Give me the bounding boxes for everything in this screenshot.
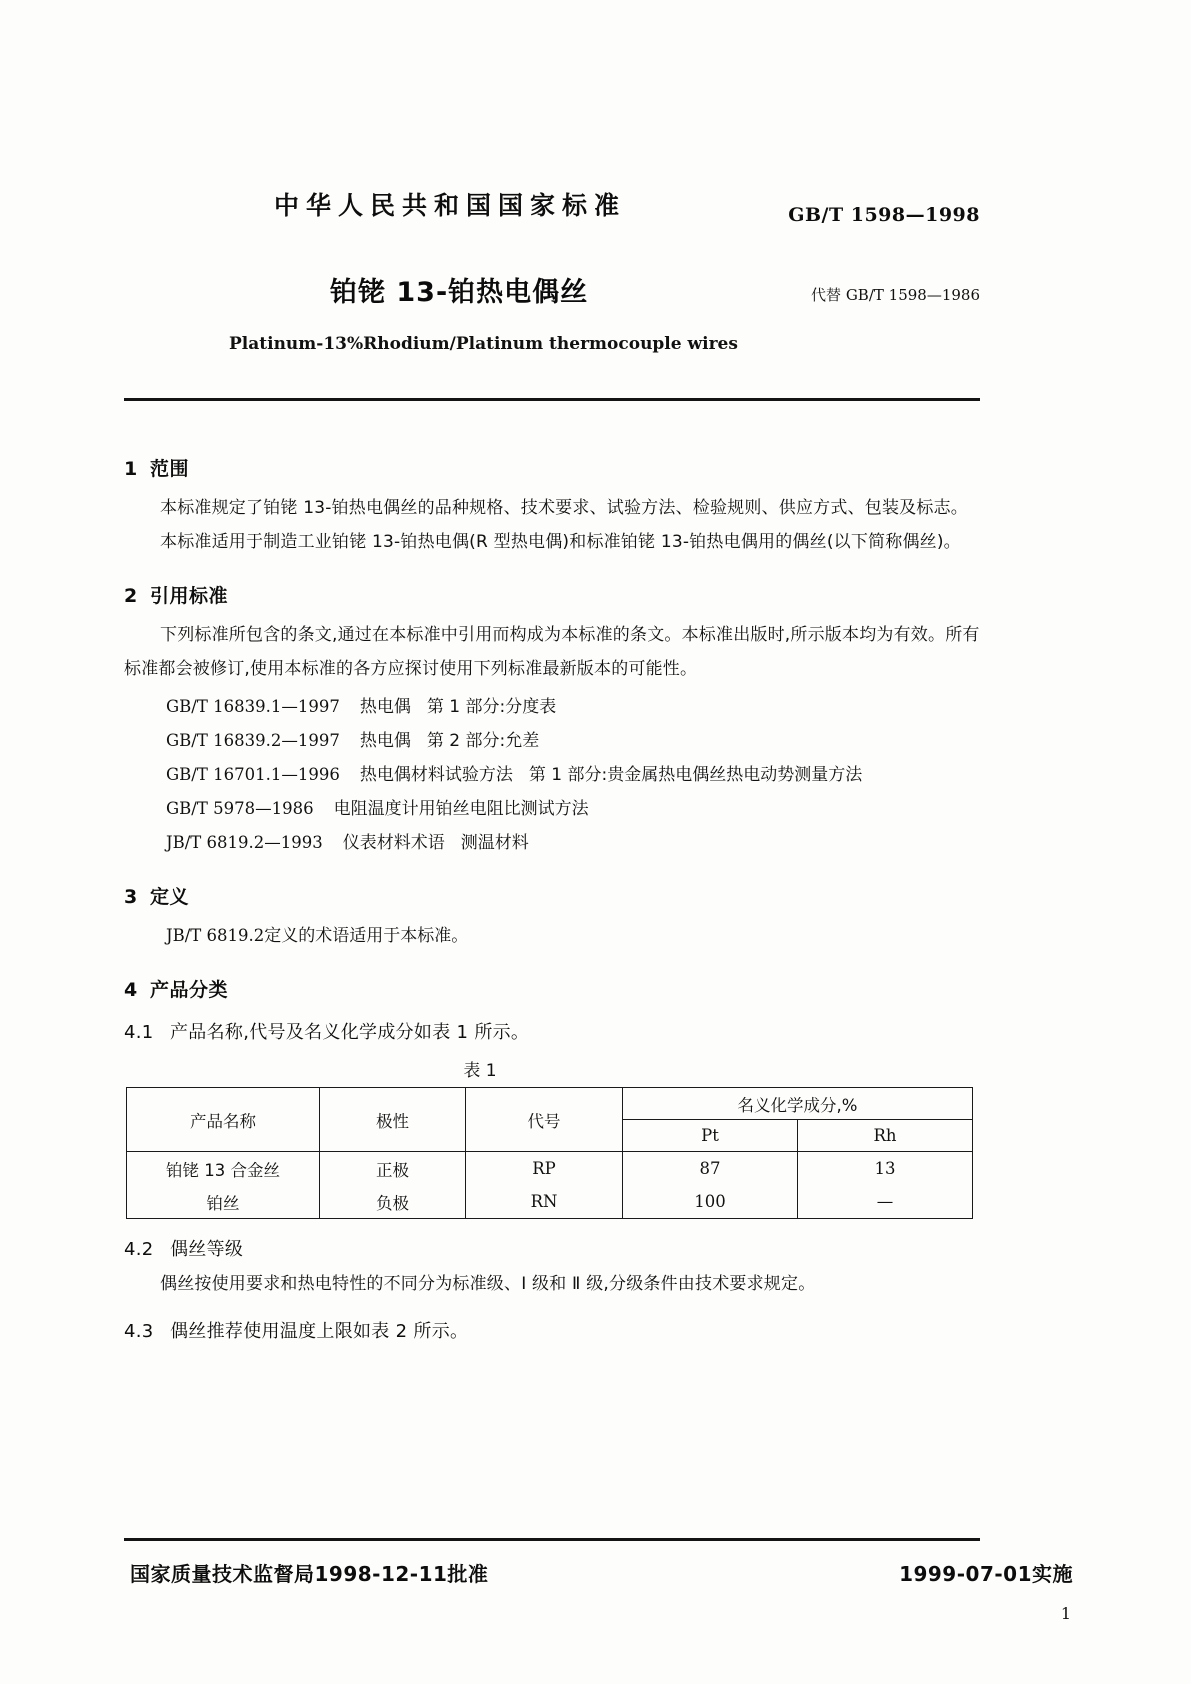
section-4-1-text: 产品名称,代号及名义化学成分如表 1 所示。 (170, 1022, 530, 1043)
cell-pt: 87 (623, 1152, 798, 1186)
reference-code: GB/T 16839.2—1997 (166, 731, 340, 750)
section-4-2-number: 4.2 (124, 1239, 154, 1260)
table-row (127, 1185, 973, 1219)
national-standard-title: 中华人民共和国国家标准 (274, 191, 627, 220)
footer-divider-rule (124, 1538, 980, 1541)
page-number: 1 (1060, 1604, 1071, 1623)
reference-part: 测温材料 (460, 833, 529, 853)
section-4-2-paragraph-1: 偶丝按使用要求和热电特性的不同分为标准级、Ⅰ 级和 Ⅱ 级,分级条件由技术要求规定。 (160, 1274, 816, 1294)
table-header-product-name: 产品名称 (127, 1088, 320, 1152)
section-4-2-heading (124, 1235, 986, 1261)
definition-reference-text: 定义的术语适用于本标准。 (264, 926, 469, 946)
reference-name: 电阻温度计用铂丝电阻比测试方法 (333, 799, 589, 819)
list-item (124, 792, 986, 826)
header-divider-rule (124, 398, 980, 401)
table-header-polarity: 极性 (320, 1088, 466, 1152)
reference-code: GB/T 5978—1986 (166, 799, 314, 818)
section-4-3-number: 4.3 (124, 1321, 154, 1342)
section-2-number: 2 (124, 585, 138, 607)
list-item (124, 758, 986, 792)
table-1-wrapper (124, 1087, 986, 1219)
section-3-title: 定义 (150, 886, 190, 908)
reference-name: 仪表材料术语 (342, 833, 445, 853)
cell-pt: 100 (623, 1185, 798, 1219)
reference-code: GB/T 16701.1—1996 (166, 765, 340, 784)
section-2-title: 引用标准 (150, 585, 229, 607)
document-header (124, 186, 980, 354)
section-3-paragraph-1 (124, 919, 986, 953)
table-1-body (127, 1152, 973, 1219)
section-1-paragraph-1: 本标准规定了铂铑 13-铂热电偶丝的品种规格、技术要求、试验方法、检验规则、供应方式、包装及标志。 (160, 498, 968, 518)
cell-polarity: 正极 (320, 1152, 466, 1186)
cell-product-name: 铂丝 (127, 1185, 320, 1219)
section-4-1-heading (124, 1018, 986, 1044)
section-1-paragraph-2: 本标准适用于制造工业铂铑 13-铂热电偶(R 型热电偶)和标准铂铑 13-铂热电偶用的偶丝(以下简称偶丝)。 (160, 532, 961, 552)
cell-rh: — (798, 1185, 973, 1219)
section-1-heading (124, 454, 986, 481)
reference-part: 第 1 部分:分度表 (426, 697, 557, 717)
cell-code: RP (466, 1152, 623, 1186)
replaces-note: 代替 GB/T 1598—1986 (811, 286, 980, 304)
header-row-top (124, 186, 980, 234)
table-header-composition-group: 名义化学成分,% (623, 1088, 973, 1120)
section-4-heading (124, 975, 986, 1002)
cell-polarity: 负极 (320, 1185, 466, 1219)
section-3-number: 3 (124, 886, 138, 908)
definition-reference-code: JB/T 6819.2 (166, 926, 265, 945)
section-4-3-text: 偶丝推荐使用温度上限如表 2 所示。 (170, 1321, 469, 1342)
reference-code: JB/T 6819.2—1993 (166, 833, 323, 852)
table-header-code: 代号 (466, 1088, 623, 1152)
english-title: Platinum-13%Rhodium/Platinum thermocouple wires (229, 334, 738, 354)
table-1-head (127, 1088, 973, 1152)
section-4-1-number: 4.1 (124, 1022, 154, 1043)
cell-code: RN (466, 1185, 623, 1219)
section-4-3-heading (124, 1317, 986, 1343)
reference-part: 第 1 部分:贵金属热电偶丝热电动势测量方法 (528, 765, 863, 785)
cell-rh: 13 (798, 1152, 973, 1186)
reference-name: 热电偶 (359, 731, 411, 751)
section-4-title: 产品分类 (150, 979, 229, 1001)
section-1-title: 范围 (150, 458, 190, 480)
referenced-standards-list (124, 690, 986, 860)
table-1-caption: 表 1 (463, 1061, 497, 1081)
section-1-number: 1 (124, 458, 138, 480)
reference-code: GB/T 16839.1—1997 (166, 697, 340, 716)
reference-part: 第 2 部分:允差 (426, 731, 540, 751)
section-4-number: 4 (124, 979, 138, 1001)
table-row (127, 1152, 973, 1186)
reference-name: 热电偶材料试验方法 (359, 765, 513, 785)
implementation-date-note: 1999-07-01实施 (899, 1562, 1073, 1586)
standard-number: GB/T 1598—1998 (788, 204, 980, 226)
table-header-rh: Rh (798, 1120, 973, 1152)
list-item (124, 690, 986, 724)
section-2-heading (124, 581, 986, 608)
cell-product-name: 铂铑 13 合金丝 (127, 1152, 320, 1186)
reference-name: 热电偶 (359, 697, 411, 717)
section-4-2-title: 偶丝等级 (170, 1239, 244, 1260)
table-header-pt: Pt (623, 1120, 798, 1152)
section-2-paragraph-1: 下列标准所包含的条文,通过在本标准中引用而构成为本标准的条文。本标准出版时,所示版本均为有效。所有标准都会被修订,使用本标准的各方应探讨使用下列标准最新版本的可能性。 (124, 625, 980, 679)
list-item (124, 826, 986, 860)
section-3-heading (124, 882, 986, 909)
header-row-title (124, 270, 980, 326)
table-1 (126, 1087, 973, 1219)
list-item (124, 724, 986, 758)
approval-authority-note: 国家质量技术监督局1998-12-11批准 (130, 1562, 489, 1586)
document-body (124, 432, 986, 1349)
page-title: 铂铑 13-铂热电偶丝 (330, 277, 589, 308)
table-header-row (127, 1088, 973, 1120)
